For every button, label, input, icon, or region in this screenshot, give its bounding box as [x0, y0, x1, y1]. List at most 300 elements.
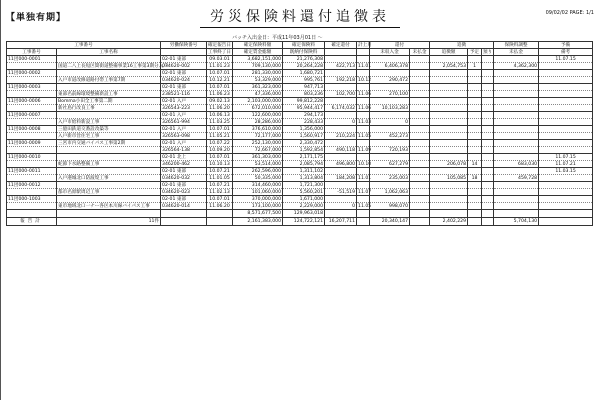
cell-y2 [539, 147, 593, 154]
cell-k2 [410, 182, 430, 189]
cell-k1 [370, 84, 410, 91]
cell-y2 [539, 203, 593, 210]
cell-b2: 2,229,000 [283, 203, 325, 210]
total-c2: 16,207,711 [325, 218, 357, 226]
table-row [7, 77, 593, 84]
cell-d1: 10.06.13 [207, 112, 233, 119]
table-row [7, 147, 593, 154]
cell-t3 [430, 77, 468, 84]
cell-lab2: 034620-014 [161, 203, 207, 210]
cell-no: 11団000-0011 [7, 168, 57, 175]
cell-k2 [410, 56, 430, 63]
totals-label: 報告計 [7, 218, 57, 226]
cell-name [57, 70, 161, 77]
cell-name2: 都市名原駅周辺工事 [57, 189, 161, 196]
cell-lab2: 346200-462 [161, 161, 207, 168]
cell-m [357, 168, 370, 175]
cell-y: 11.07.15 [539, 154, 593, 161]
refund-table [6, 41, 593, 226]
cell-m2: 11.05 [358, 133, 372, 139]
cell-name [57, 154, 161, 161]
cell-lab2: 326543-223 [161, 105, 207, 112]
cell-k4 [410, 203, 430, 210]
cell-a1: 262,596,000 [233, 168, 283, 175]
cell-t3: 206,078 [430, 161, 468, 168]
table-row [7, 56, 593, 63]
cell-t4: 18 [468, 175, 482, 182]
cell-y2 [539, 105, 593, 112]
report-type-tag: 【単独有期】 [6, 13, 67, 23]
cell-name: 三宮市内交通バイパス工事第2期 [57, 140, 161, 147]
table-row [7, 196, 593, 203]
cell-t1 [430, 70, 468, 77]
cell-no: 11団000-0012 [7, 182, 57, 189]
total-g2: 5,704,130 [494, 218, 539, 226]
cell-c2: 210,224 [325, 133, 357, 140]
cell-g [494, 154, 539, 161]
cell-c1 [325, 154, 357, 161]
cell-k1 [370, 168, 410, 175]
cell-f2 [482, 91, 494, 98]
cell-y2 [539, 133, 593, 140]
cell-g2: 683,030 [494, 161, 539, 168]
cell-t2 [468, 98, 482, 105]
cell-lab: 02-01 東部 [161, 56, 207, 63]
cell-d2: 11.02.13 [207, 189, 233, 196]
cell-f [482, 112, 494, 119]
cell-f2 [482, 189, 494, 196]
col-unpaid: 未払金 [410, 49, 430, 56]
total-a1: 8,571,677,500 [233, 210, 283, 218]
cell-c2: 102,700 [325, 91, 357, 98]
cell-t1 [430, 196, 468, 203]
cell-b1: 21,276,308 [283, 56, 325, 63]
cell-d2: 10.10.13 [207, 161, 233, 168]
cell-lab: 02-01 東部 [161, 168, 207, 175]
cell-d1: 09.03.01 [207, 56, 233, 63]
cell-k1 [370, 126, 410, 133]
cell-b2: 95,944,417 [283, 105, 325, 112]
cell-m2: 11.06 [358, 105, 372, 111]
cell-k3: 6,406,378 [370, 63, 410, 70]
cell-a1: 281,330,000 [233, 70, 283, 77]
cell-no: 11団000-0007 [7, 112, 57, 119]
col-plan: 予定 [468, 49, 482, 56]
cell-b1: 947,713 [283, 84, 325, 91]
cell-no: 11団000-1003 [7, 196, 57, 203]
cell-lab2: 034620-002 [161, 63, 207, 70]
cell-t4 [468, 105, 482, 112]
cell-t1 [430, 140, 468, 147]
cell-g [494, 56, 539, 63]
cell-k3: 720,193 [370, 147, 410, 154]
cell-b2: 803,236 [283, 91, 325, 98]
cell-t2 [468, 84, 482, 91]
cell-f [482, 84, 494, 91]
cell-m [357, 154, 370, 161]
table-row [7, 133, 593, 140]
cell-a1: 361,303,000 [233, 154, 283, 161]
cell-a2: 50,335,000 [233, 175, 283, 182]
cell-t4 [468, 91, 482, 98]
cell-t3 [430, 105, 468, 112]
batch-date: バッチ入出金日：平成11年03月01日 ～ [232, 35, 323, 41]
cell-f [482, 70, 494, 77]
col-receivable: 未収入金 [370, 49, 410, 56]
col-no: 工事番号 [7, 49, 57, 56]
cell-a2: 101,060,000 [233, 189, 283, 196]
cell-t4 [468, 133, 482, 140]
cell-k3: 452,273 [370, 133, 410, 140]
cell-c1 [325, 168, 357, 175]
total-b2: 124,722,121 [283, 218, 325, 226]
col-refund-conf: 確定還付 [325, 42, 357, 49]
cell-m2: 11.01 [358, 175, 372, 181]
cell-m [357, 196, 370, 203]
cell-g2 [494, 133, 539, 140]
cell-lab2: 034620-024 [161, 77, 207, 84]
cell-name [57, 182, 161, 189]
cell-g [494, 182, 539, 189]
cell-lab: 02-01 入戸 [161, 98, 207, 105]
cell-f [482, 126, 494, 133]
cell-f2 [482, 77, 494, 84]
cell-c1 [325, 70, 357, 77]
cell-c1 [325, 98, 357, 105]
cell-m2: 11.01 [358, 63, 372, 69]
table-row [7, 175, 593, 182]
cell-no: 11団000-0002 [7, 70, 57, 77]
cell-y [539, 126, 593, 133]
table-row [7, 98, 593, 105]
cell-no2 [7, 203, 57, 210]
cell-t2 [468, 126, 482, 133]
col-deposit: 預り [483, 49, 493, 55]
cell-a1: 376,610,000 [233, 126, 283, 133]
cell-f [482, 168, 494, 175]
cell-k3: 235,003 [370, 175, 410, 182]
cell-b2: 1,313,804 [283, 175, 325, 182]
cell-k4 [410, 77, 430, 84]
date-page: 09/02/02 PAGE: 1/1 [545, 10, 594, 16]
cell-y [539, 112, 593, 119]
totals-count: 11件 [57, 218, 161, 226]
cell-lab2: 034620-023 [161, 189, 207, 196]
cell-b1: 1,356,000 [283, 126, 325, 133]
cell-b1: 1,671,000 [283, 196, 325, 203]
cell-name [57, 84, 161, 91]
cell-k1 [370, 112, 410, 119]
cell-k4 [410, 175, 430, 182]
cell-g [494, 70, 539, 77]
cell-k2 [410, 196, 430, 203]
cell-c1 [325, 140, 357, 147]
cell-d2: 10.09.20 [207, 147, 233, 154]
cell-y2 [539, 63, 593, 70]
cell-b2: 2,085,794 [283, 161, 325, 168]
cell-k3: 998,070 [370, 203, 410, 210]
cell-t3 [430, 147, 468, 154]
cell-f [482, 56, 494, 63]
cell-k2 [410, 70, 430, 77]
cell-no2 [7, 119, 57, 126]
cell-c2: -51,519 [325, 189, 357, 196]
cell-b1: 2,171,175 [283, 154, 325, 161]
cell-k3: 10,103,283 [370, 105, 410, 112]
total-k3: 20,340,147 [370, 218, 410, 226]
cell-t2 [468, 112, 482, 119]
cell-c1 [325, 182, 357, 189]
cell-k4 [410, 147, 430, 154]
cell-c2: 490,118 [325, 147, 357, 154]
cell-t1 [430, 154, 468, 161]
cell-f2 [482, 203, 494, 210]
cell-lab2: 326561-994 [161, 119, 207, 126]
cell-m2: 11.07 [358, 189, 372, 195]
cell-a1: 3,682,151,000 [233, 56, 283, 63]
cell-c2: 192,218 [325, 77, 357, 84]
cell-k1 [370, 196, 410, 203]
cell-g2 [494, 119, 539, 126]
cell-g2 [494, 203, 539, 210]
cell-c1 [325, 112, 357, 119]
cell-b2: 1,592,854 [283, 147, 325, 154]
cell-y2 [539, 189, 593, 196]
cell-name [57, 196, 161, 203]
cell-d1: 10.07.01 [207, 126, 233, 133]
col-end-date: 工事終了日 [208, 49, 231, 55]
cell-name [57, 56, 161, 63]
cell-y [539, 98, 593, 105]
cell-f [482, 154, 494, 161]
cell-a1: 361,323,000 [233, 84, 283, 91]
cell-t3 [430, 133, 468, 140]
cell-y [539, 196, 593, 203]
cell-a1: 370,000,000 [233, 196, 283, 203]
cell-m [357, 182, 370, 189]
col-report-date: 確定報告日 [208, 42, 231, 48]
cell-a2: 72,667,000 [233, 147, 283, 154]
cell-g2: 459,728 [494, 175, 539, 182]
cell-lab2: 326564-138 [161, 147, 207, 154]
cell-no2 [7, 133, 57, 140]
cell-d1: 10.07.22 [207, 140, 233, 147]
cell-k4 [410, 63, 430, 70]
cell-b1: 1,311,102 [283, 168, 325, 175]
cell-k3: 290,472 [370, 77, 410, 84]
cell-lab: 02-01 東部 [161, 196, 207, 203]
cell-a1: 2,103,000,000 [233, 98, 283, 105]
cell-f2 [482, 175, 494, 182]
col-month: 計上月 [358, 42, 372, 48]
cell-d1: 10.07.21 [207, 182, 233, 189]
cell-m [357, 98, 370, 105]
cell-b2: 1,560,917 [283, 133, 325, 140]
col-adjust: 保険料調整 [494, 42, 539, 49]
cell-m2: 11.05 [358, 203, 372, 209]
cell-y [539, 140, 593, 147]
cell-no: 11団000-0001 [7, 56, 57, 63]
cell-b1: 2,330,472 [283, 140, 325, 147]
cell-c2: 496,800 [325, 161, 357, 168]
table-row [7, 168, 593, 175]
cell-name2: 入戸市道改修道路付帯工事第7期 [57, 77, 161, 84]
cell-y [539, 70, 593, 77]
cell-k1 [370, 154, 410, 161]
cell-no: 11団000-0008 [7, 126, 57, 133]
table-row [7, 105, 593, 112]
cell-t3 [430, 91, 468, 98]
cell-m2: 11.06 [358, 91, 372, 97]
cell-b1: 294,173 [283, 112, 325, 119]
cell-y2 [539, 91, 593, 98]
cell-k3: 0 [370, 119, 410, 126]
cell-name2: 蛇節下水路整備工事 [57, 161, 161, 168]
cell-c1 [325, 126, 357, 133]
cell-a1: 252,130,000 [233, 140, 283, 147]
cell-k3: 270,100 [370, 91, 410, 98]
cell-g [494, 140, 539, 147]
cell-t1 [430, 168, 468, 175]
cell-no: 11団000-0009 [7, 140, 57, 147]
cell-c2: 0 [325, 119, 357, 126]
cell-k3: 627,279 [370, 161, 410, 168]
cell-c2: 0 [325, 203, 357, 210]
cell-f2 [482, 105, 494, 112]
cell-t3 [430, 189, 468, 196]
cell-y: 11.03.15 [539, 168, 593, 175]
cell-t1 [430, 126, 468, 133]
col-labor-no: 労働保険番号 [161, 42, 207, 49]
cell-c2: 184,208 [325, 175, 357, 182]
total-b1: 129,963,018 [283, 210, 325, 218]
table-row [7, 161, 593, 168]
col-koji: 工事番号 [7, 42, 161, 49]
cell-t3: 105,085 [430, 175, 468, 182]
cell-a2: 28,286,000 [233, 119, 283, 126]
table-row [7, 140, 593, 147]
cell-name2: 新社島行改良工事 [57, 105, 161, 112]
cell-f2 [482, 147, 494, 154]
cell-d1: 09.02.13 [207, 98, 233, 105]
cell-t4 [468, 119, 482, 126]
cell-lab: 02-01 入戸 [161, 126, 207, 133]
cell-f2 [482, 161, 494, 168]
cell-k1 [370, 140, 410, 147]
cell-lab: 02-01 東部 [161, 70, 207, 77]
cell-no: 11団000-0003 [7, 84, 57, 91]
cell-k1 [370, 182, 410, 189]
cell-t2 [468, 56, 482, 63]
col-paid: 既納付保険料 [283, 49, 325, 56]
cell-g2 [494, 91, 539, 98]
cell-t2 [468, 168, 482, 175]
cell-m [357, 140, 370, 147]
cell-d2: 11.03.25 [207, 119, 233, 126]
cell-k2 [410, 84, 430, 91]
cell-lab2: 238521-116 [161, 91, 207, 98]
cell-k4 [410, 161, 430, 168]
cell-name2: 入戸港城北口防波堤工事 [57, 175, 161, 182]
cell-d2: 11.06.20 [207, 203, 233, 210]
cell-m [357, 56, 370, 63]
cell-t4: 14 [468, 161, 482, 168]
table-row [7, 119, 593, 126]
cell-c1 [325, 56, 357, 63]
cell-a2: 53,329,000 [233, 77, 283, 84]
cell-g2 [494, 147, 539, 154]
cell-g2 [494, 105, 539, 112]
table-row [7, 182, 593, 189]
cell-b1: 99,812,228 [283, 98, 325, 105]
cell-d1: 10.07.01 [207, 196, 233, 203]
cell-k4 [410, 105, 430, 112]
cell-name2: 東市地域北口一ナー各区本川線バイパス工事 [57, 203, 161, 210]
cell-no2 [7, 63, 57, 70]
totals-row-2 [7, 218, 593, 226]
cell-no2 [7, 189, 57, 196]
cell-k4 [410, 189, 430, 196]
table-row [7, 154, 593, 161]
table-row [7, 126, 593, 133]
cell-t1 [430, 182, 468, 189]
cell-m [357, 112, 370, 119]
report-title: 労災保険料還付追徴表 [200, 6, 400, 28]
cell-no2 [7, 147, 57, 154]
cell-k2 [410, 98, 430, 105]
cell-k3: 1,062,063 [370, 189, 410, 196]
cell-d1: 10.07.01 [207, 70, 233, 77]
cell-k1 [370, 56, 410, 63]
cell-lab: 02-01 入戸 [161, 112, 207, 119]
cell-d2: 11.01.23 [207, 63, 233, 70]
cell-c2: 422,713 [325, 63, 357, 70]
cell-g [494, 98, 539, 105]
col-premium: 確定保険料 [283, 42, 325, 49]
table-row [7, 63, 593, 70]
cell-t3 [430, 119, 468, 126]
cell-lab2: 326563-098 [161, 133, 207, 140]
cell-t4 [468, 147, 482, 154]
cell-lab: 02-01 入戸 [161, 140, 207, 147]
totals-row-1 [7, 210, 593, 218]
cell-m2: 10.10 [358, 161, 372, 167]
cell-a2: 173,100,000 [233, 203, 283, 210]
cell-c1 [325, 84, 357, 91]
cell-no2 [7, 77, 57, 84]
table-row [7, 91, 593, 98]
cell-lab: 02-01 東部 [161, 84, 207, 91]
cell-no2 [7, 91, 57, 98]
cell-no2 [7, 161, 57, 168]
total-t3: 2,402,229 [430, 218, 468, 226]
cell-k2 [410, 112, 430, 119]
table-row [7, 189, 593, 196]
col-unpaid2: 未払金 [494, 49, 539, 56]
col-collect: 追徴 [430, 42, 494, 49]
cell-f [482, 140, 494, 147]
cell-t2 [468, 196, 482, 203]
cell-name2: 入戸市給料新設工事 [57, 119, 161, 126]
cell-f [482, 196, 494, 203]
cell-y2 [539, 77, 593, 84]
cell-b1: 1,680,721 [283, 70, 325, 77]
cell-f [482, 98, 494, 105]
cell-m [357, 126, 370, 133]
cell-t2 [468, 154, 482, 161]
cell-t2 [468, 70, 482, 77]
cell-k4 [410, 91, 430, 98]
